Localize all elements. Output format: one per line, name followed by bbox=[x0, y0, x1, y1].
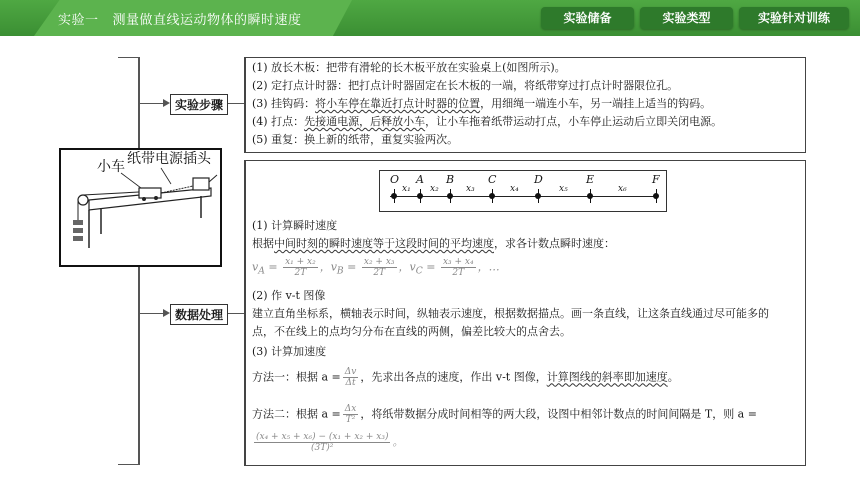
tape-point-label: E bbox=[586, 173, 595, 186]
step-3-head: (3) 挂钩码： bbox=[252, 97, 316, 110]
tape-point-label: F bbox=[652, 173, 660, 186]
tape-point-label: C bbox=[488, 173, 497, 186]
arrow-data-icon bbox=[163, 309, 170, 317]
spine-bottom-cap bbox=[118, 464, 140, 465]
step-4-key: 先接通电源，后释放小车 bbox=[304, 115, 426, 128]
method-2: 方法二：根据 a = $\frac{\Delta x}{\text{T²}}$ ，将纸带数据分成时间相等的两大段，设图中相邻计数点的时间间隔是 T，则 a = bbox=[252, 404, 757, 425]
method-2-body: ，将纸带数据分成时间相等的两大段，设图中相邻计数点的时间间隔是 T，则 a = bbox=[360, 407, 757, 421]
tape-segment-label: x₃ bbox=[466, 184, 475, 194]
method-2-formula bbox=[252, 432, 403, 453]
vt-graph-text-1: 建立直角坐标系，横轴表示时间，纵轴表示速度，根据数据描点。画一条直线，让这条直线通过尽可能多的 bbox=[252, 307, 769, 320]
heading-instant-velocity: (1) 计算瞬时速度 bbox=[252, 219, 338, 232]
method-1-body: ，先求出各点的速度，作出 v-t 图像， bbox=[360, 370, 547, 384]
tape-point bbox=[587, 193, 593, 199]
formula-ellipsis: ，… bbox=[477, 260, 500, 274]
tape-axis bbox=[390, 196, 654, 197]
formula-denominator: (3T)² bbox=[311, 443, 334, 453]
step-3-key: 将小车停在靠近打点计时器的位置 bbox=[315, 97, 481, 110]
formula-numerator: (x₄ + x₅ + x₆) − (x₁ + x₂ + x₃) bbox=[256, 432, 389, 442]
connector-data-box bbox=[228, 313, 244, 314]
step-3-tail: ，用细绳一端连小车，另一端挂上适当的钩码。 bbox=[480, 97, 712, 110]
tape-point-label: O bbox=[390, 173, 400, 186]
method-2-head: 方法二：根据 a = bbox=[252, 407, 341, 421]
nav-button-types[interactable]: 实验类型 bbox=[640, 7, 733, 29]
step-4-tail: ，让小车拖着纸带运动打点，小车停止运动后立即关闭电源。 bbox=[425, 115, 723, 128]
step-1: (1) 放长木板：把带有滑轮的长木板平放在实验桌上(如图所示)。 bbox=[252, 61, 566, 74]
step-4 bbox=[252, 115, 722, 129]
arrow-steps-icon bbox=[163, 99, 170, 107]
tape-point-label: B bbox=[446, 173, 455, 186]
tape-segment-label: x₁ bbox=[402, 184, 411, 194]
header bbox=[0, 0, 860, 36]
tape-point bbox=[489, 193, 495, 199]
label-tape-plug: 纸带电源插头 bbox=[127, 151, 211, 167]
nav-button-preparation[interactable]: 实验储备 bbox=[541, 7, 634, 29]
method-1-head: 方法一：根据 a = bbox=[252, 370, 341, 384]
apparatus-image bbox=[59, 148, 222, 267]
tape-point-label: A bbox=[416, 173, 424, 186]
nav-button-training[interactable]: 实验针对训练 bbox=[739, 7, 849, 29]
spine-top-cap bbox=[118, 57, 140, 58]
step-4-head: (4) 打点： bbox=[252, 115, 305, 128]
tape-point bbox=[417, 193, 423, 199]
data-processing-box bbox=[244, 160, 806, 466]
method-1-end: 。 bbox=[667, 370, 679, 384]
label-car: 小车 bbox=[97, 159, 125, 175]
page-title bbox=[58, 9, 302, 28]
tag-data-processing: 数据处理 bbox=[170, 304, 228, 325]
rule-head: 根据 bbox=[252, 237, 274, 250]
step-2: (2) 定打点计时器：把打点计时器固定在长木板的一端，将纸带穿过打点计时器限位孔。 bbox=[252, 79, 679, 92]
heading-vt-graph: (2) 作 v-t 图像 bbox=[252, 289, 326, 302]
step-5: (5) 重复：换上新的纸带，重复实验两次。 bbox=[252, 133, 459, 146]
velocity-formulas: $v_A$ = $\frac{\text{x₁ + x₂}}{2T}$ ，$v_B$ = $\frac{\text{x₂ + x₃}}{2T}$ ，$v_C$ = $\frac{\text{x₃ + x₄}}{2T}$ ，… bbox=[252, 257, 500, 278]
tape-segment-label: x₂ bbox=[430, 184, 439, 194]
step-3 bbox=[252, 97, 711, 111]
connector-steps-box bbox=[228, 103, 244, 104]
tape-point bbox=[391, 193, 397, 199]
heading-acceleration: (3) 计算加速度 bbox=[252, 345, 327, 358]
steps-box bbox=[244, 57, 806, 153]
method-1-key: 计算图线的斜率即加速度 bbox=[546, 370, 668, 384]
tape-point-label: D bbox=[534, 173, 543, 186]
method-1: 方法一：根据 a = $\frac{\Delta v}{\Delta t}$ ，先求出各点的速度，作出 v-t 图像，计算图线的斜率即加速度。 bbox=[252, 367, 679, 388]
paper-tape-figure bbox=[379, 170, 667, 212]
experiment-number: 实验一 bbox=[58, 13, 99, 28]
instant-velocity-rule bbox=[252, 237, 615, 251]
tape-point bbox=[653, 193, 659, 199]
rule-tail: ，求各计数点瞬时速度： bbox=[494, 237, 615, 250]
tag-experiment-steps: 实验步骤 bbox=[170, 94, 228, 115]
vt-graph-text-2: 点，不在线上的点均匀分布在直线的两侧，偏差比较大的点舍去。 bbox=[252, 325, 571, 338]
experiment-title: 测量做直线运动物体的瞬时速度 bbox=[112, 13, 302, 28]
rule-key: 中间时刻的瞬时速度等于这段时间的平均速度 bbox=[274, 237, 494, 250]
tape-point bbox=[447, 193, 453, 199]
tape-segment-label: x₄ bbox=[510, 184, 519, 194]
formula-end: 。 bbox=[392, 435, 404, 449]
tape-segment-label: x₆ bbox=[618, 184, 627, 194]
tape-point bbox=[535, 193, 541, 199]
tape-segment-label: x₅ bbox=[559, 184, 568, 194]
